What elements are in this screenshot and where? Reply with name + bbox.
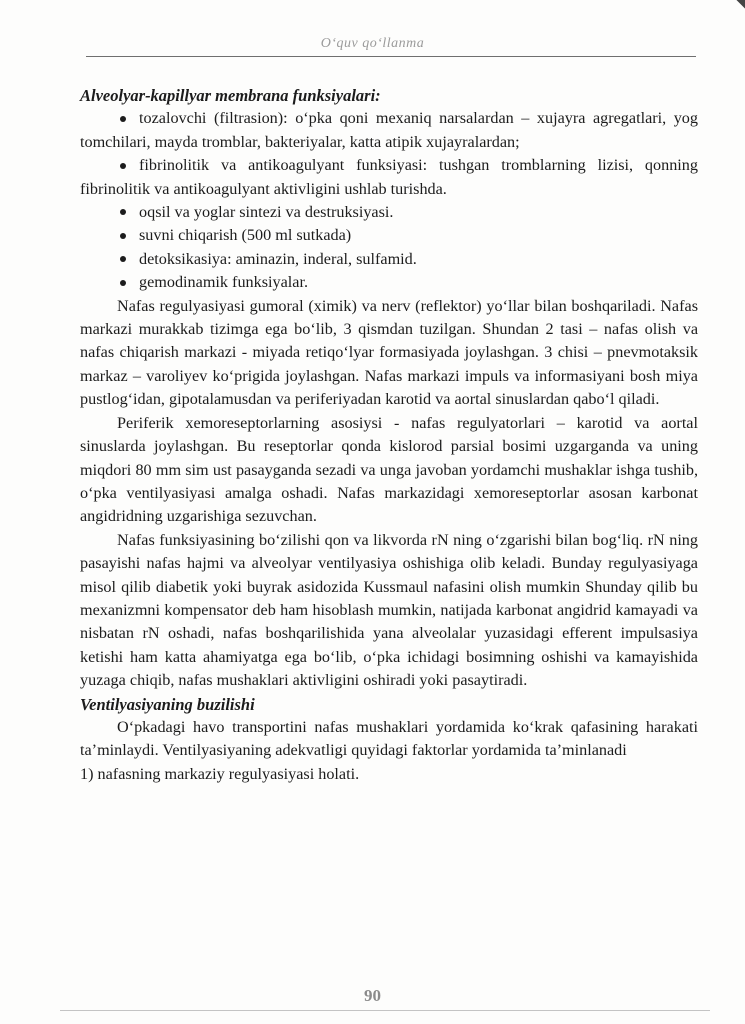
section-title-ventilation: Ventilyasiyaning buzilishi [80, 694, 255, 714]
bullet-item: oqsil va yoglar sintezi va destruksiyasi. [80, 201, 698, 224]
paragraph-ph: Nafas funksiyasining bo‘zilishi qon va likvorda rN ning o‘zgarishi bilan bog‘liq. rN ning pasayishi nafas hajmi va alveolyar ventilyasiya oshishiga olib keladi. Bunday regulyasiyaga misol qilib diabetik yoki buyrak asidozida Kussmaul nafasini olish mumkin Shunday qilib bu mexanizmni kompensator deb ham hisoblash mumkin, natijada karbonat angidrid kamayadi va nisbatan rN oshadi, nafas boshqarilishida yana alveolalar yuzasidagi efferent impulsasiya ketishi ham katta ahamiyatga ega bo‘lib, o‘pka ichidagi bosimning oshishi va kamayishida yuzaga chiqib, nafas mushaklari aktivligini oshiradi yoki pasaytiradi. [80, 530, 698, 690]
bullet-item: detoksikasiya: aminazin, inderal, sulfamid. [80, 248, 698, 271]
paragraph-regulation: Nafas regulyasiyasi gumoral (ximik) va nerv (reflektor) yo‘llar bilan boshqariladi. Nafas markazi murakkab tizimga ega bo‘lib, 3 qismdan tuzilgan. Shundan 2 tasi – nafas olish va nafas chiqarish markazi - miyada retiqo‘lyar formasiyada joylashgan. 3 chisi – pnevmotaksik markaz – varoliyev ko‘prigida joylashgan. Nafas markazi impuls va informasiyani bosh miya pustlog‘idan, gipotalamusdan va periferiyadan karotid va aortal sinuslardan qabo‘l qiladi. [80, 296, 698, 409]
bullet-icon [120, 163, 126, 169]
footer-rule [60, 1010, 710, 1011]
bullet-icon [120, 256, 126, 262]
bullet-item: fibrinolitik va antikoagulyant funksiyasi: tushgan tromblarning lizisi, qonning fibrinolitik va antikoagulyant aktivligini ushlab turishda. [80, 156, 698, 198]
paragraph-chemoreceptors: Periferik xemoreseptorlarning asosiysi - nafas regulyatorlari – karotid va aortal sinuslarda joylashgan. Bu reseptorlar qonda kislorod parsial bosimi uzgarganda va uning miqdori 80 mm sim ust pasayganda sezadi va unga javoban yordamchi mushaklar ishga tushib, o‘pka ventilyasiyasi amalga oshadi. Nafas markazidagi xemoreseptorlar asosan karbonat angidridning uzgarishiga sezuvchan. [80, 413, 698, 526]
page-corner-mark [733, 0, 745, 12]
numbered-item: 1) nafasning markaziy regulyasiyasi holati. [80, 764, 360, 783]
bullet-item: tozalovchi (filtrasion): o‘pka qoni mexaniq narsalardan – xujayra agregatlari, yog tomchilari, mayda tromblar, bakteriyalar, katta atipik xujayralardan; [80, 109, 698, 151]
section-title-membrane: Alveolyar-kapillyar membrana funksiyalari: [80, 86, 381, 105]
bullet-icon [120, 116, 126, 122]
bullet-icon [120, 280, 126, 286]
header-rule [86, 56, 696, 57]
bullet-item: suvni chiqarish (500 ml sutkada) [80, 224, 698, 247]
bullet-icon [120, 233, 126, 239]
paragraph-ventilation: O‘pkadagi havo transportini nafas mushaklari yordamida ko‘krak qafasining harakati ta’minlaydi. Ventilyasiyaning adekvatligi quyidagi faktorlar yordamida ta’minlanadi [80, 717, 698, 760]
page-body [80, 84, 698, 786]
running-title: O‘quv qo‘llanma [320, 36, 425, 51]
bullet-icon [120, 209, 126, 215]
bullet-item: gemodinamik funksiyalar. [80, 271, 698, 294]
page-number: 90 [364, 986, 381, 1005]
